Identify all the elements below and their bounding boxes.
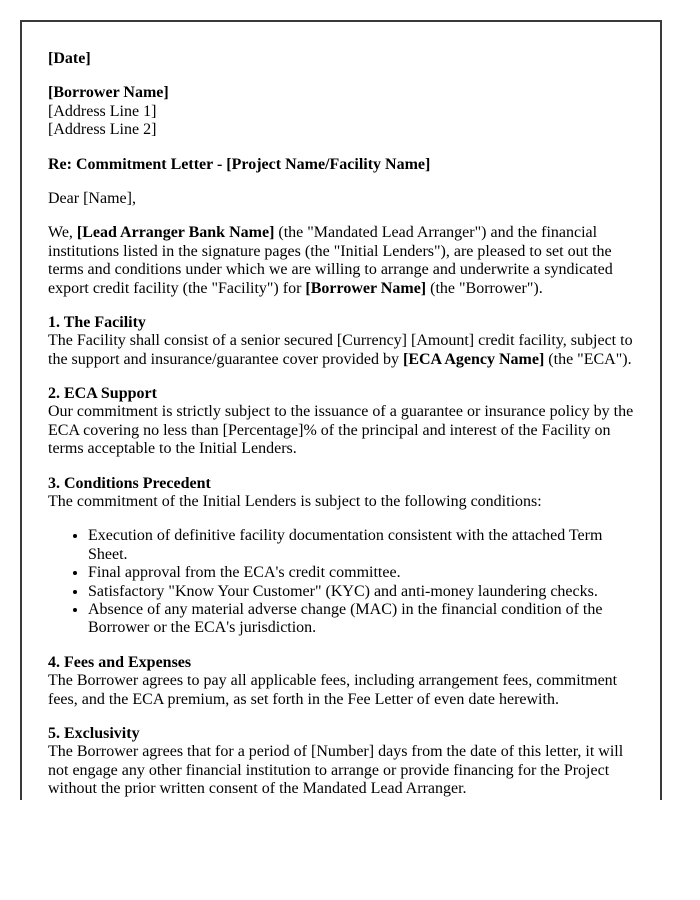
body-text: The Facility shall consist of a senior secured [Currency] [Amount] credit facility, subject to the support and insurance/guarantee cover provided by: [48, 332, 633, 368]
body-text: Our commitment is strictly subject to the issuance of a guarantee or insurance policy by the ECA covering no less than [Percentage]% of the principal and interest of the Facility on terms acceptable to the Initial Lenders.: [48, 403, 634, 458]
list-item: • Execution of definitive facility documentation consistent with the attached Term Sheet.: [88, 527, 634, 564]
bold-text: 4. Fees and Expenses: [48, 653, 192, 671]
body-text: The Borrower agrees to pay all applicable fees, including arrangement fees, commitment fees, and the ECA premium, as set forth in the Fee Letter of even date herewith.: [48, 672, 618, 708]
section-5-exclusivity: [48, 725, 634, 799]
letter-body: [48, 50, 634, 799]
section-1-the-facility: [48, 314, 634, 369]
bold-text: 3. Conditions Precedent: [48, 474, 211, 492]
bold-text: [Date]: [48, 50, 91, 67]
body-text: The Borrower agrees that for a period of [Number] days from the date of this letter, it will not engage any other financial institution to arrange or provide financing for the Project without the prior written consent of the Mandated Lead Arranger.: [48, 743, 624, 798]
salutation: [48, 190, 634, 208]
body-text: We,: [48, 224, 77, 242]
recipient-block: [48, 84, 634, 139]
bold-text: [ECA Agency Name]: [402, 350, 545, 368]
body-text: [Address Line 1]: [48, 102, 157, 120]
bold-text: 2. ECA Support: [48, 385, 157, 403]
section-4-fees-and-expenses: [48, 654, 634, 709]
list-item: • Satisfactory "Know Your Customer" (KYC) and anti-money laundering checks.: [88, 583, 634, 601]
section-3-conditions-precedent: [48, 475, 634, 512]
bold-text: 5. Exclusivity: [48, 724, 140, 742]
intro-paragraph: [48, 224, 634, 298]
letter-document-frame: [20, 20, 662, 800]
body-text: (the "ECA").: [544, 350, 632, 368]
bold-text: [Borrower Name]: [48, 84, 169, 102]
subject-line: [48, 156, 634, 174]
body-text: (the "Borrower").: [426, 279, 543, 297]
bold-text: [Lead Arranger Bank Name]: [76, 224, 275, 242]
list-item: • Final approval from the ECA's credit committee.: [88, 564, 634, 582]
list-item: • Absence of any material adverse change (MAC) in the financial condition of the Borrower or the ECA's jurisdiction.: [88, 601, 634, 638]
bold-text: 1. The Facility: [48, 313, 146, 331]
section-2-eca-support: [48, 385, 634, 459]
body-text: The commitment of the Initial Lenders is subject to the following conditions:: [48, 493, 542, 511]
date-line: [48, 50, 634, 68]
bold-text: Re: Commitment Letter - [Project Name/Facility Name]: [48, 155, 431, 173]
bold-text: [Borrower Name]: [305, 279, 427, 297]
body-text: Dear [Name],: [48, 189, 136, 207]
body-text: [Address Line 2]: [48, 121, 157, 139]
body-text: (the "Mandated Lead Arranger") and the financial institutions listed in the signature pages (the "Initial Lenders"), are pleased to set out the terms and conditions under which we are willing to arrange and underwrite a syndicated export credit facility (the "Facility") for: [48, 224, 613, 297]
conditions-list: [48, 527, 634, 637]
